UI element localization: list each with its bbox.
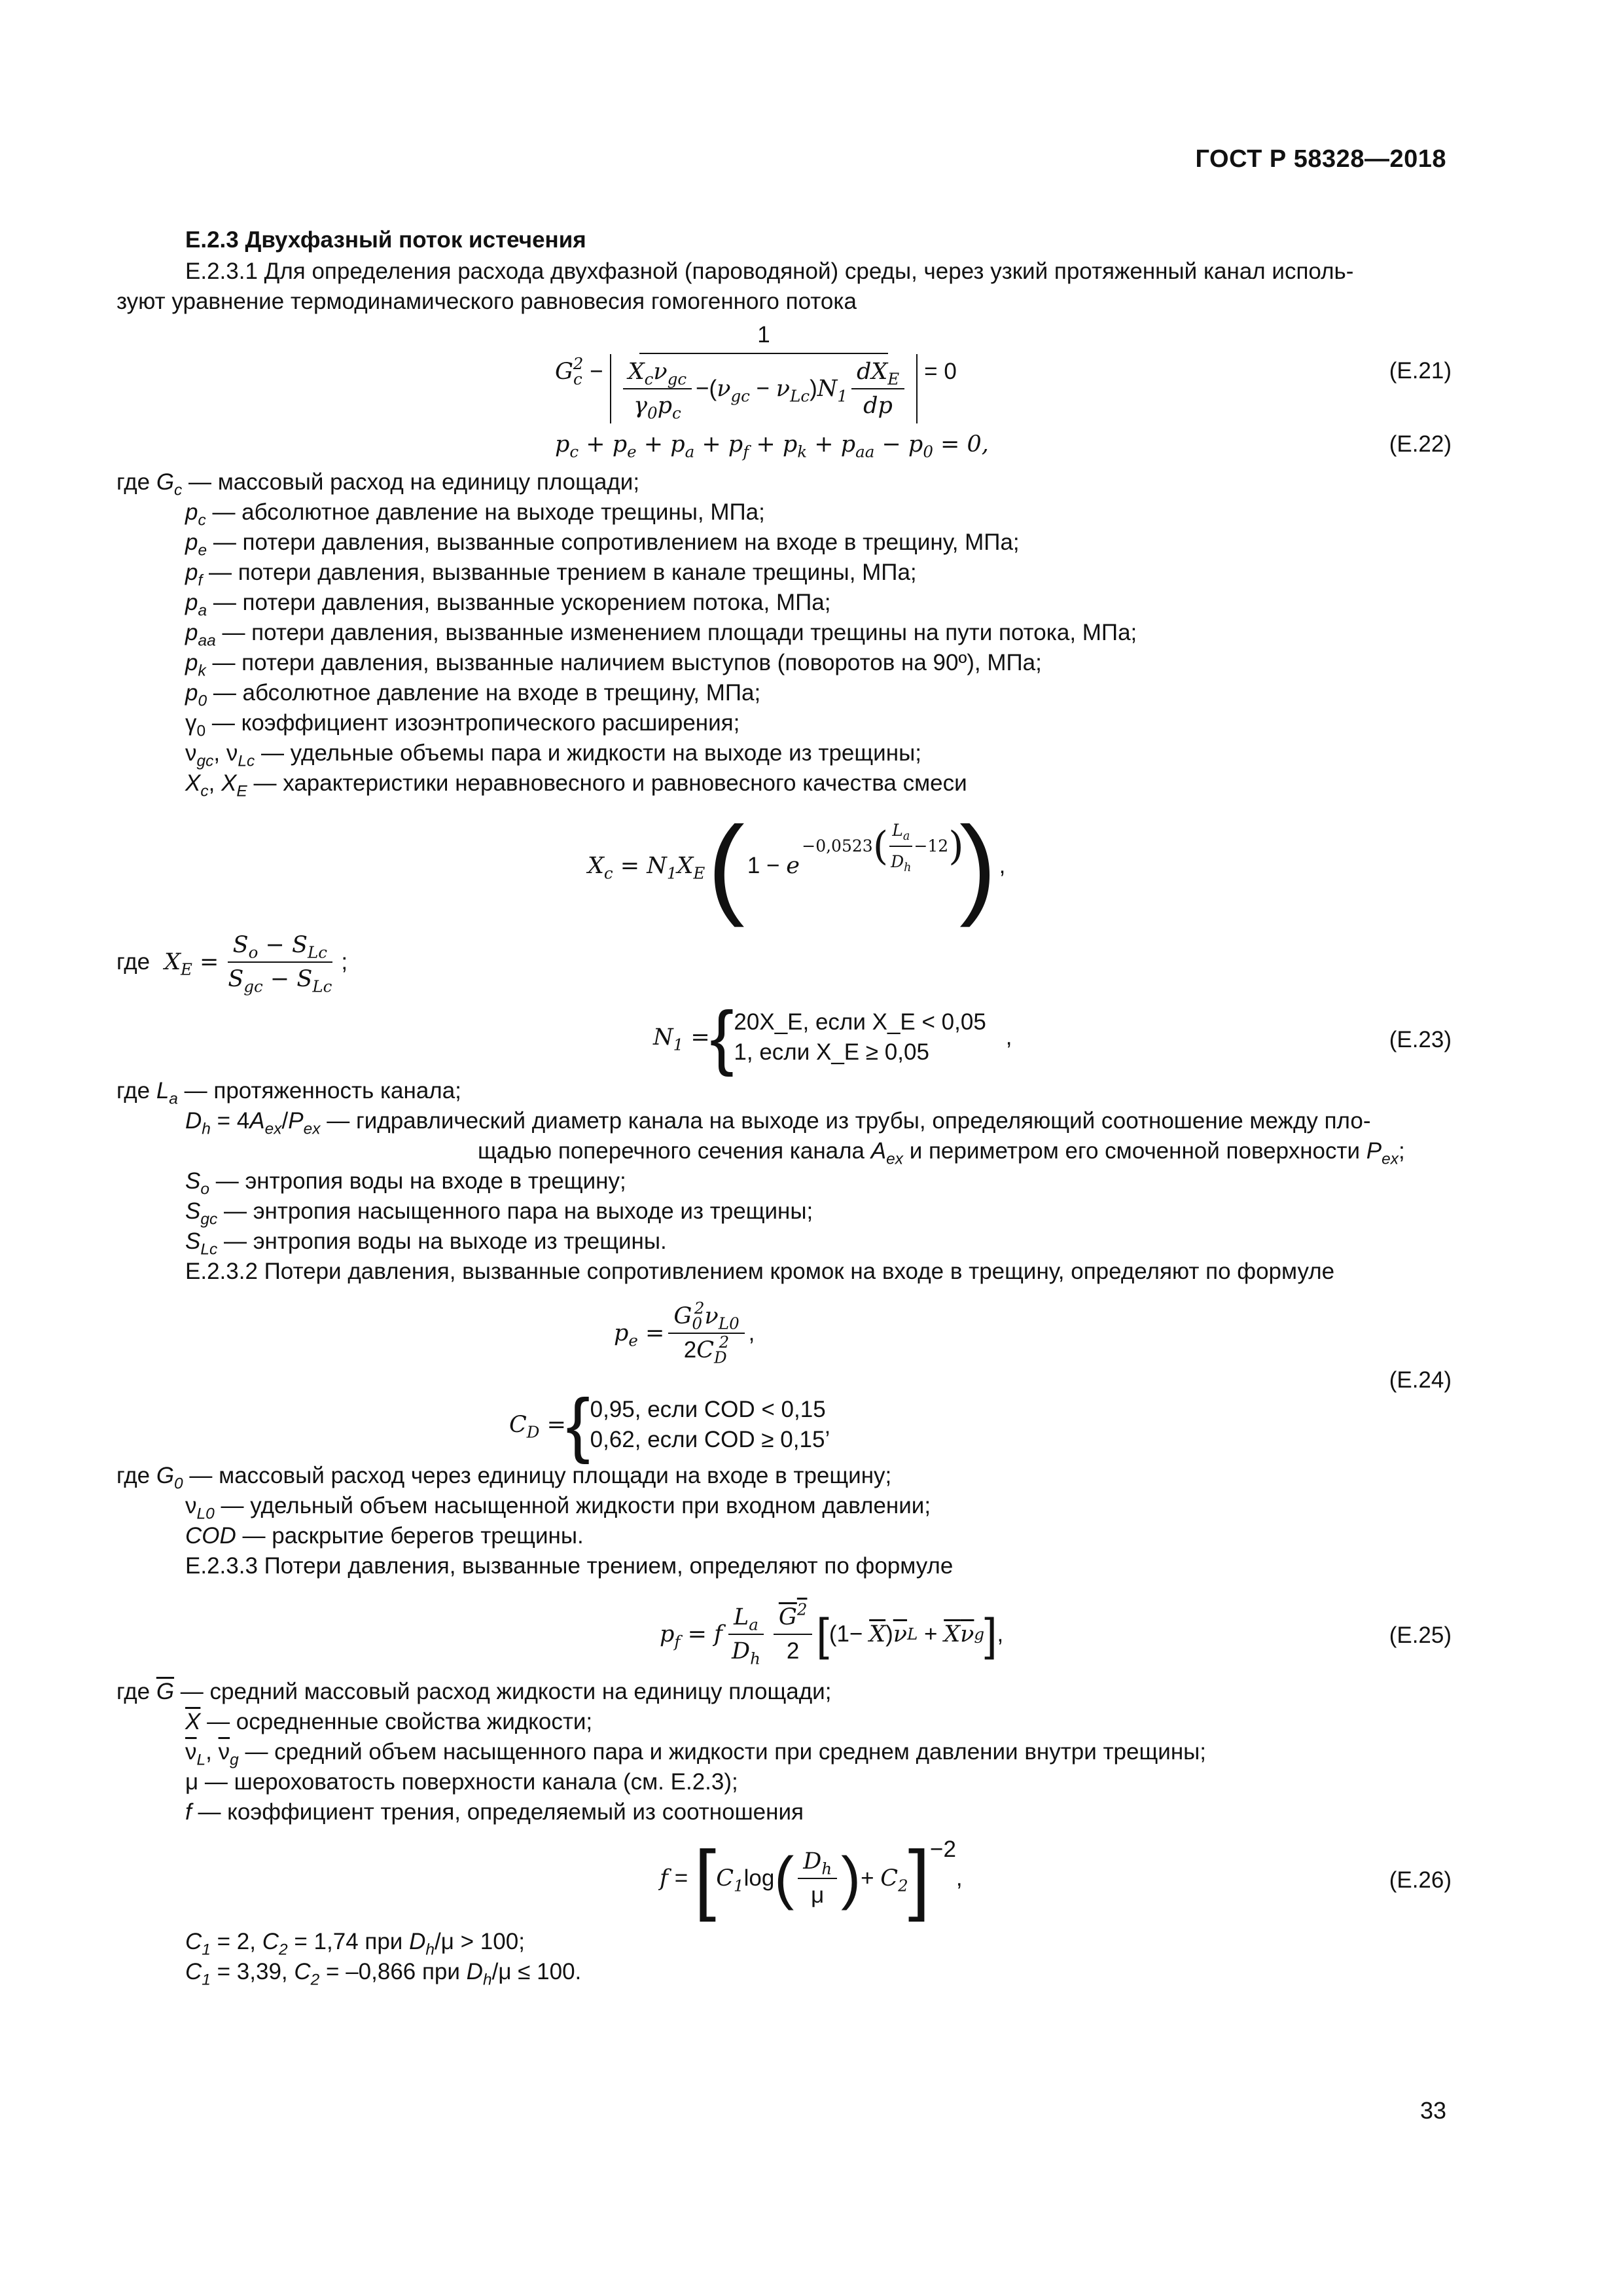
definition-item: $p_k$ — потери давления, вызванные наличием выступов (поворотов на 90º), МПа;	[185, 650, 1042, 680]
case-line: 0,62, если COD ≥ 0,15’	[590, 1427, 830, 1452]
definition-item: μ — шероховатость поверхности канала (см. Е.2.3);	[185, 1769, 738, 1795]
paragraph-line: Е.2.3.2 Потери давления, вызванные сопротивлением кромок на входе в трещину, определяют по формуле	[185, 1259, 1335, 1284]
equation-e22: $p_c + p_e + p_a + p_f + p_k + p_{aa} - p_0 = 0$, (Е.22)	[116, 424, 1452, 465]
definitions-list	[116, 1076, 1452, 1257]
constants-list	[116, 1927, 1452, 1987]
definition-item: $\nu_{gc}$, $\nu_{Lc}$ — удельные объемы пара и жидкости на выходе из трещины;	[185, 740, 921, 770]
definition-item: $D_h = 4A_{ex}/P_{ex}$ — гидравлический диаметр канала на выходе из трубы, определяющий соотношение между пло-	[185, 1108, 1371, 1138]
page-number: 33	[1419, 2097, 1446, 2124]
definition-item: $p_c$ — абсолютное давление на выходе трещины, МПа;	[185, 499, 765, 529]
definition-item: $S_o$ — энтропия воды на входе в трещину;	[185, 1168, 626, 1198]
case-line: 0,95, если COD < 0,15	[590, 1397, 826, 1422]
definition-item: где $\overline{G}$ — средний массовый расход жидкости на единицу площади;	[116, 1679, 832, 1704]
definition-item: $\overline{\nu}_L$, $\overline{\nu}_g$ — средний объем насыщенного пара и жидкости при среднем давлении внутри трещины;	[185, 1739, 1207, 1769]
definition-item: f — коэффициент трения, определяемый из соотношения	[185, 1799, 804, 1825]
definitions-list	[116, 1461, 1452, 1551]
definition-item: где $G_c$ — массовый расход на единицу площади;	[116, 469, 640, 499]
case-line: 20X_E, если X_E < 0,05	[734, 1009, 986, 1035]
paragraph-line: зуют уравнение термодинамического равновесия гомогенного потока	[116, 289, 857, 314]
equation-number: (Е.22)	[1389, 431, 1452, 457]
equation-e23: $N_1$ = { 20X_E, если X_E < 0,05 1, если X_E ≥ 0,05 , (Е.23)	[653, 997, 1452, 1077]
document-code: ГОСТ Р 58328—2018	[1195, 145, 1446, 173]
exponent-coefficient: −0,0523	[802, 836, 873, 855]
definition-item: $p_a$ — потери давления, вызванные ускорением потока, МПа;	[185, 590, 831, 620]
definition-item: щадью поперечного сечения канала $A_{ex}$ и периметром его смоченной поверхности $P_{ex}$;	[478, 1138, 1405, 1168]
definition-item: $p_f$ — потери давления, вызванные трением в канале трещины, МПа;	[185, 560, 917, 590]
equation-e24: $p_e$ = $\frac{G_0^2\nu_{L0}}{2C_D^2}$ , $C_D$ = { 0,95, если COD < 0,15 0,62, если COD ≥ 0,15’ (Е.24)	[509, 1299, 1452, 1465]
definition-item: $\nu_{L0}$ — удельный объем насыщенной жидкости при входном давлении;	[185, 1493, 931, 1523]
definition-item: COD — раскрытие берегов трещины.	[185, 1523, 584, 1549]
equation-e26: f = [ $C_1$ log ( $\frac{D_h}{\mu}$ ) + $C_2$ ] −2 , (Е.26)	[660, 1835, 1452, 1922]
definition-item: $\overline{X}$ — осредненные свойства жидкости;	[185, 1709, 593, 1734]
paragraph-line: Е.2.3.1 Для определения расхода двухфазной (пароводяной) среды, через узкий протяженный канал исполь-	[185, 259, 1354, 284]
definition-item: $S_{gc}$ — энтропия насыщенного пара на выходе из трещины;	[185, 1198, 813, 1229]
constants-line: $C_1 = 2$, $C_2 = 1,74$ при $D_h/\mu > 100$;	[185, 1929, 525, 1959]
equation-number: (Е.23)	[1389, 1027, 1452, 1052]
definition-item: где $G_0$ — массовый расход через единицу площади на входе в трещину;	[116, 1463, 892, 1493]
definition-item: $X_c$, $X_E$ — характеристики неравновесного и равновесного качества смеси	[185, 770, 967, 800]
equation-xc: $X_c = N_1X_E$ ( 1 − e −0,0523 ( $\frac{L_a}{D_h}$ −12 ) ) ,	[588, 804, 1006, 928]
equation-number: (Е.26)	[1389, 1867, 1452, 1893]
paragraph-line: Е.2.3.3 Потери давления, вызванные трением, определяют по формуле	[185, 1553, 954, 1579]
section-heading: Е.2.3 Двухфазный поток истечения	[185, 227, 586, 253]
where-label: где	[116, 949, 151, 975]
definition-item: $p_{aa}$ — потери давления, вызванные изменением площади трещины на пути потока, МПа;	[185, 620, 1137, 650]
definition-item: $\gamma_0$ — коэффициент изоэнтропического расширения;	[185, 710, 740, 740]
definition-item: $p_0$ — абсолютное давление на входе в трещину, МПа;	[185, 680, 761, 710]
definition-item: где $L_a$ — протяженность канала;	[116, 1078, 461, 1108]
definition-item: $p_e$ — потери давления, вызванные сопротивлением на входе в трещину, МПа;	[185, 529, 1020, 560]
equation-number: (Е.24)	[1389, 1367, 1452, 1393]
equation-number: (Е.25)	[1389, 1623, 1452, 1648]
case-line: 1, если X_E ≥ 0,05	[734, 1039, 929, 1065]
equation-e25: $p_f = f$ $\frac{L_a}{D_h}$ $\frac{G^2}{2}$ [ $(1- \overline{X})$ $\overline{\nu}$ L + $\overline{X}$ $\overline{\nu}$ g ] , (Е.25)	[660, 1600, 1452, 1668]
equation-e21: $G_c^2$ − 1 $\frac{X_c\nu_{gc}}{\gamma_0p_c}$ −( $\nu_{gc}$ − $\nu_{Lc}$ ) $N_1$ $\frac{dX_E}{dp}$ = 0 (Е.21)	[116, 323, 1452, 420]
equation-number: (Е.21)	[1389, 358, 1452, 384]
definition-item: $S_{Lc}$ — энтропия воды на выходе из трещины.	[185, 1229, 667, 1259]
constants-line: $C_1 = 3,39$, $C_2 = -0,866$ при $D_h/\mu \le 100$.	[185, 1959, 582, 1989]
equation-xe: где $X_E$ = $\frac{S_o - S_{Lc}}{S_{gc} - S_{Lc}}$ ;	[116, 928, 1452, 996]
document-body	[116, 225, 1452, 1987]
definitions-list	[116, 1677, 1452, 1827]
definitions-list	[116, 467, 1452, 798]
